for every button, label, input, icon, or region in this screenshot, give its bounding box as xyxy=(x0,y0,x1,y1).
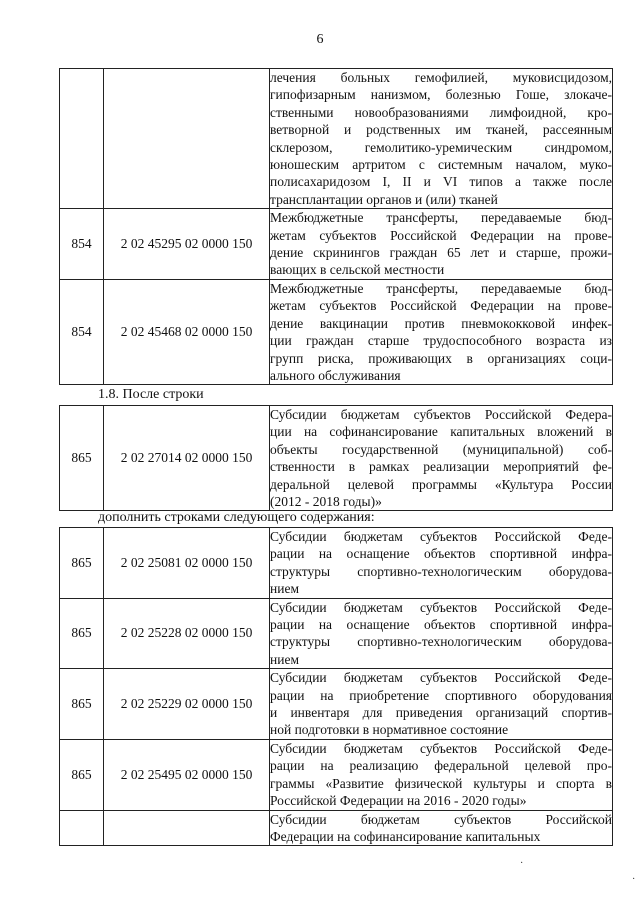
admin-code-cell: 865 xyxy=(60,669,104,740)
admin-code-cell: 865 xyxy=(60,598,104,669)
description-line: Субсидии бюджетам субъектов Российской Феде- xyxy=(270,670,612,686)
budget-code-cell: 2 02 25229 02 0000 150 xyxy=(104,669,270,740)
table-row xyxy=(60,406,613,511)
budget-code-cell xyxy=(104,69,270,209)
table-reference-row xyxy=(59,405,613,511)
admin-code-cell: 865 xyxy=(60,406,104,511)
admin-code-cell xyxy=(60,69,104,209)
budget-code-cell: 2 02 25228 02 0000 150 xyxy=(104,598,270,669)
budget-code-cell: 2 02 25495 02 0000 150 xyxy=(104,739,270,810)
instruction-add-rows: дополнить строками следующего содержания: xyxy=(98,510,375,525)
description-line: склерозом, гемолитико-уремическим синдромом, xyxy=(270,139,612,155)
budget-code-cell xyxy=(104,810,270,846)
description-cell xyxy=(270,739,613,810)
description-cell xyxy=(270,279,613,384)
description-line: рации на оснащение объектов спортивной инфра- xyxy=(270,617,612,633)
description-line: групп риска, проживающих в организациях соци- xyxy=(270,350,612,366)
description-line: деральной целевой программы «Культура России xyxy=(270,476,612,492)
description-line: трансплантации органов и (или) тканей xyxy=(270,191,498,207)
description-line: объекты государственной (муниципальной) соб- xyxy=(270,441,612,457)
description-line: Межбюджетные трансферты, передаваемые бюд- xyxy=(270,280,612,296)
description-line: Федерации на софинансирование капитальных xyxy=(270,828,541,844)
description-line: Субсидии бюджетам субъектов Российской Федера- xyxy=(270,407,612,422)
description-line: Субсидии бюджетам субъектов Российской Феде- xyxy=(270,529,612,544)
description-line: структуры спортивно-технологическим оборудова- xyxy=(270,563,612,579)
description-line: ветворной и родственных им тканей, рассеянным xyxy=(270,122,612,138)
description-line: нием xyxy=(270,581,299,597)
admin-code-cell: 854 xyxy=(60,209,104,280)
budget-code-cell: 2 02 45468 02 0000 150 xyxy=(104,279,270,384)
description-line: ции граждан старше трудоспособного возраста из xyxy=(270,333,612,349)
table-row xyxy=(60,279,613,384)
description-line: рации на приобретение спортивного оборудования xyxy=(270,687,612,703)
admin-code-cell: 865 xyxy=(60,739,104,810)
description-line: граммы «Развитие физической культуры и спорта в xyxy=(270,775,612,791)
table-row xyxy=(60,209,613,280)
instruction-after-row: 1.8. После строки xyxy=(98,387,204,402)
description-cell xyxy=(270,810,613,846)
description-line: нием xyxy=(270,651,299,667)
description-line: рации на реализацию федеральной целевой про- xyxy=(270,758,612,774)
admin-code-cell: 854 xyxy=(60,279,104,384)
description-cell xyxy=(270,406,613,511)
admin-code-cell xyxy=(60,810,104,846)
scan-dot: · xyxy=(520,858,524,869)
table-added-rows xyxy=(59,527,613,846)
table-row xyxy=(60,528,613,599)
description-line: дение скринингов граждан 65 лет и старше, прожи- xyxy=(270,245,612,261)
description-cell xyxy=(270,69,613,209)
description-line: дение вакцинации против пневмококковой инфек- xyxy=(270,315,612,331)
description-line: Субсидии бюджетам субъектов Российской xyxy=(270,811,612,827)
description-line: жетам субъектов Российской Федерации на прове- xyxy=(270,298,612,314)
table-row xyxy=(60,669,613,740)
description-line: вающих в сельской местности xyxy=(270,262,445,278)
budget-code-cell: 2 02 25081 02 0000 150 xyxy=(104,528,270,599)
budget-code-cell: 2 02 45295 02 0000 150 xyxy=(104,209,270,280)
page-number: 6 xyxy=(316,32,324,47)
description-line: полисахаридозом I, II и VI типов а также после xyxy=(270,174,612,190)
scan-dot: · xyxy=(632,874,636,885)
description-line: ции на софинансирование капитальных вложений в xyxy=(270,424,612,440)
description-line: Субсидии бюджетам субъектов Российской Феде- xyxy=(270,599,612,615)
description-cell xyxy=(270,209,613,280)
description-line: Межбюджетные трансферты, передаваемые бюд- xyxy=(270,210,612,226)
description-line: Российской Федерации на 2016 - 2020 годы» xyxy=(270,793,527,809)
table-continuation xyxy=(59,68,613,385)
table-row xyxy=(60,69,613,209)
admin-code-cell: 865 xyxy=(60,528,104,599)
description-cell xyxy=(270,528,613,599)
description-line: рации на оснащение объектов спортивной инфра- xyxy=(270,546,612,562)
description-cell xyxy=(270,669,613,740)
description-line: юношеским артритом с системным началом, муко- xyxy=(270,157,612,173)
table-row xyxy=(60,739,613,810)
description-line: ального обслуживания xyxy=(270,367,401,383)
description-line: ственности в рамках реализации мероприятий фе- xyxy=(270,459,612,475)
description-line: гипофизарным нанизмом, болезнью Гоше, злокаче- xyxy=(270,87,612,103)
table-row xyxy=(60,598,613,669)
description-line: жетам субъектов Российской Федерации на прове- xyxy=(270,227,612,243)
table-row xyxy=(60,810,613,846)
description-line: структуры спортивно-технологическим оборудова- xyxy=(270,634,612,650)
description-line: (2012 - 2018 годы)» xyxy=(270,494,382,510)
description-line: Субсидии бюджетам субъектов Российской Феде- xyxy=(270,740,612,756)
description-cell xyxy=(270,598,613,669)
description-line: и инвентаря для приведения организаций спортив- xyxy=(270,705,612,721)
budget-code-cell: 2 02 27014 02 0000 150 xyxy=(104,406,270,511)
description-line: лечения больных гемофилией, муковисцидозом, xyxy=(270,70,612,85)
description-line: ной подготовки в нормативное состояние xyxy=(270,722,509,738)
description-line: ственными новообразованиями лимфоидной, кро- xyxy=(270,104,612,120)
